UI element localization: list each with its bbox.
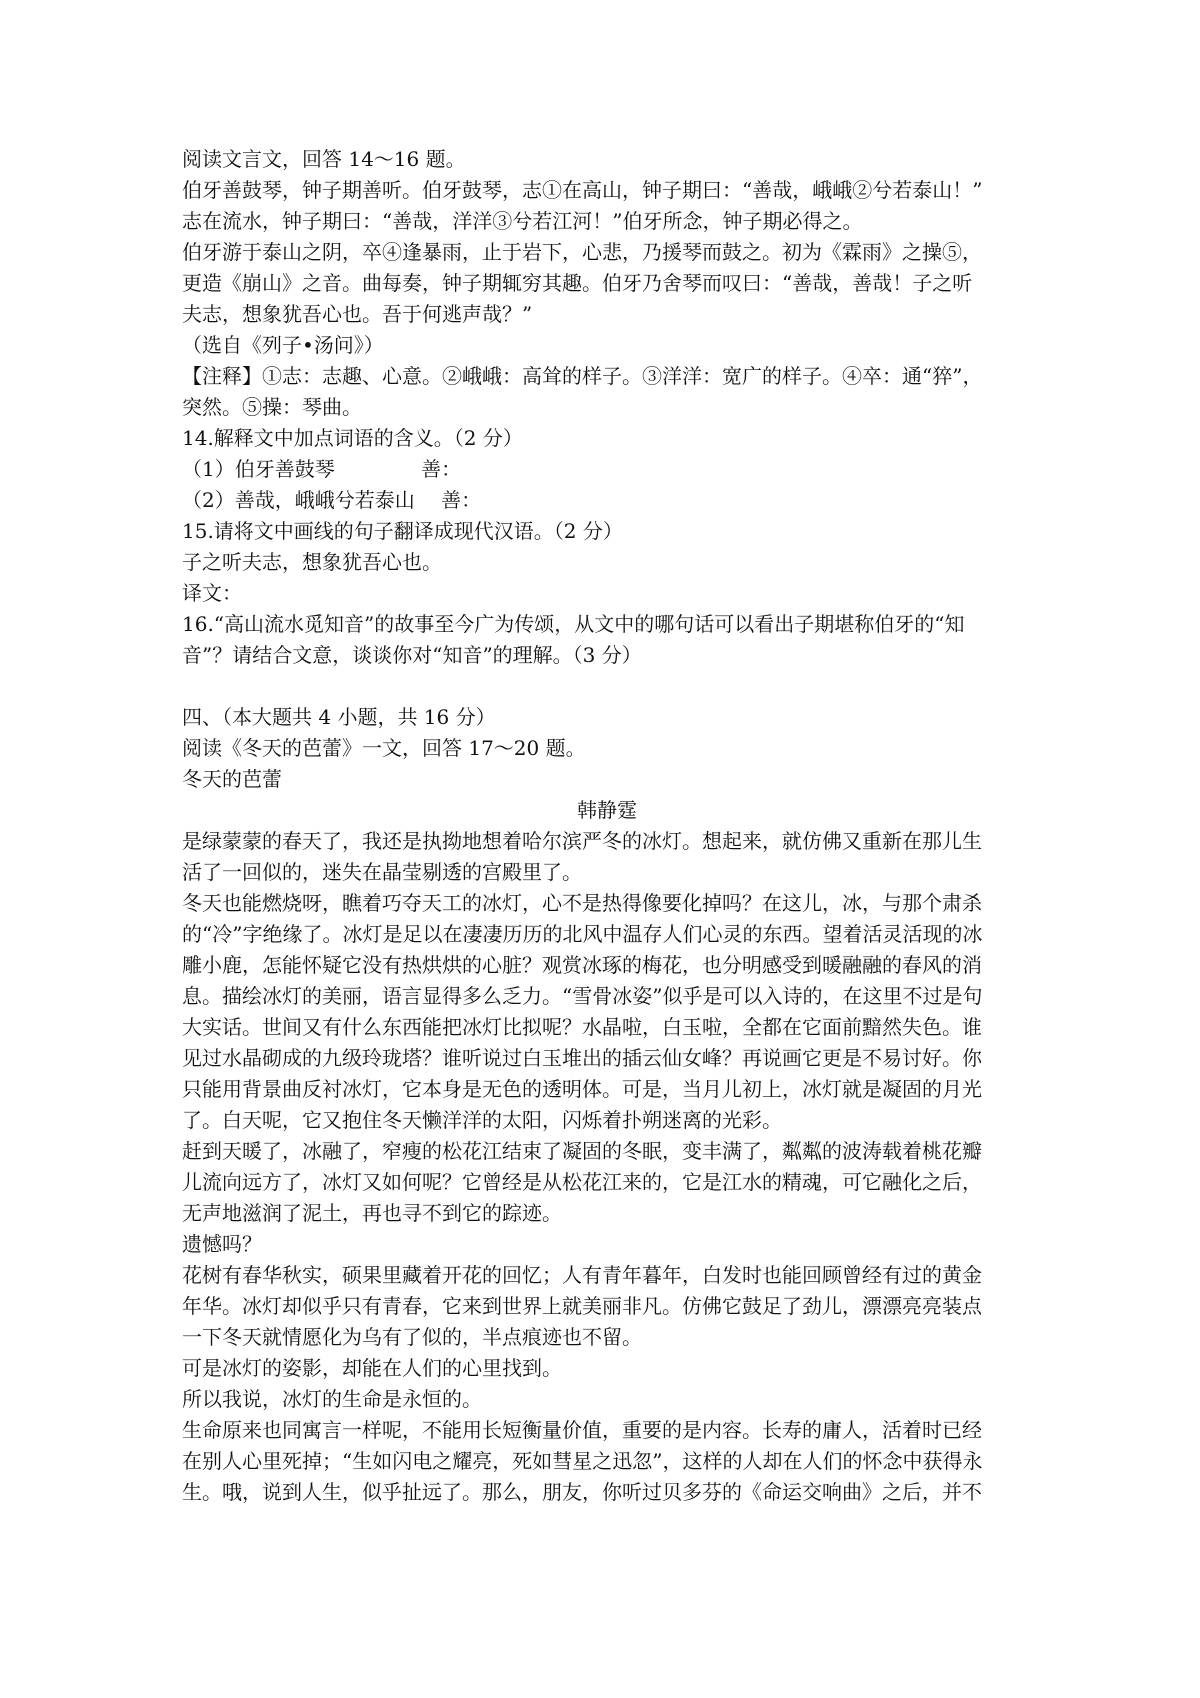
question-15: 15.请将文中画线的句子翻译成现代汉语。（2 分） — [182, 519, 623, 543]
article-line: 无声地滋润了泥土，再也寻不到它的踪迹。 — [182, 1201, 562, 1225]
article-line: 是绿蒙蒙的春天了，我还是执拗地想着哈尔滨严冬的冰灯。想起来，就仿佛又重新在那儿生 — [182, 829, 982, 853]
article-line: 只能用背景曲反衬冰灯，它本身是无色的透明体。可是，当月儿初上，冰灯就是凝固的月光 — [182, 1077, 982, 1101]
article-line: 可是冰灯的姿影，却能在人们的心里找到。 — [182, 1356, 562, 1380]
annotation-line: 突然。⑤操：琴曲。 — [182, 395, 362, 419]
article-line: 见过水晶砌成的九级玲珑塔？谁听说过白玉堆出的插云仙女峰？再说画它更是不易讨好。你 — [182, 1046, 982, 1070]
article-line: 活了一回似的，迷失在晶莹剔透的宫殿里了。 — [182, 860, 582, 884]
passage-line: 夫志，想象犹吾心也。吾于何逃声哉？” — [182, 302, 533, 326]
article-author: 韩静霆 — [577, 798, 637, 822]
article-line: 的“冷”字绝缘了。冰灯是足以在凄凄历历的北风中温存人们心灵的东西。望着活灵活现的冰 — [182, 922, 983, 946]
question-14-item-2: （2）善哉，峨峨兮若泰山 善： — [182, 488, 482, 512]
passage-source: （选自《列子•汤问》） — [182, 333, 384, 357]
annotation-line: 【注释】①志：志趣、心意。②峨峨：高耸的样子。③洋洋：宽广的样子。④卒：通“猝”， — [182, 364, 983, 388]
question-15-sentence: 子之听夫志，想象犹吾心也。 — [182, 550, 442, 574]
article-line: 儿流向远方了，冰灯又如何呢？它曾经是从松花江来的，它是江水的精魂，可它融化之后， — [182, 1170, 982, 1194]
article-line: 雕小鹿，怎能怀疑它没有热烘烘的心脏？观赏冰琢的梅花，也分明感受到暖融融的春风的消 — [182, 953, 982, 977]
passage-line: 更造《崩山》之音。曲每奏，钟子期辄穷其趣。伯牙乃舍琴而叹曰：“善哉，善哉！子之听 — [182, 271, 973, 295]
section-heading: 四、（本大题共 4 小题，共 16 分） — [182, 705, 496, 729]
document-page — [182, 144, 1032, 1508]
article-line: 大实话。世间又有什么东西能把冰灯比拟呢？水晶啦，白玉啦，全都在它面前黯然失色。谁 — [182, 1015, 982, 1039]
passage-line: 伯牙善鼓琴，钟子期善听。伯牙鼓琴，志①在高山，钟子期曰：“善哉，峨峨②兮若泰山！” — [182, 178, 983, 202]
article-line: 息。描绘冰灯的美丽，语言显得多么乏力。“雪骨冰姿”似乎是可以入诗的，在这里不过是句 — [182, 984, 983, 1008]
question-14: 14.解释文中加点词语的含义。（2 分） — [182, 426, 523, 450]
question-16: 音”？请结合文意，谈谈你对“知音”的理解。（3 分） — [182, 643, 642, 667]
article-line: 赶到天暖了，冰融了，窄瘦的松花江结束了凝固的冬眠，变丰满了，粼粼的波涛载着桃花瓣 — [182, 1139, 982, 1163]
article-line: 生命原来也同寓言一样呢，不能用长短衡量价值，重要的是内容。长寿的庸人，活着时已经 — [182, 1418, 982, 1442]
article-line: 生。哦，说到人生，似乎扯远了。那么，朋友，你听过贝多芬的《命运交响曲》之后，并不 — [182, 1480, 982, 1504]
article-title: 冬天的芭蕾 — [182, 767, 282, 791]
question-16: 16.“高山流水觅知音”的故事至今广为传颂，从文中的哪句话可以看出子期堪称伯牙的“知 — [182, 612, 965, 636]
question-14-item-1: （1）伯牙善鼓琴 善： — [182, 457, 462, 481]
article-line: 冬天也能燃烧呀，瞧着巧夺天工的冰灯，心不是热得像要化掉吗？在这儿，冰，与那个肃杀 — [182, 891, 982, 915]
passage-intro: 阅读文言文，回答 14～16 题。 — [182, 147, 466, 171]
passage-line: 志在流水，钟子期曰：“善哉，洋洋③兮若江河！”伯牙所念，钟子期必得之。 — [182, 209, 863, 233]
article-line: 所以我说，冰灯的生命是永恒的。 — [182, 1387, 482, 1411]
article-line: 遗憾吗？ — [182, 1232, 262, 1256]
passage-line: 伯牙游于泰山之阴，卒④逢暴雨，止于岩下，心悲，乃援琴而鼓之。初为《霖雨》之操⑤， — [182, 240, 982, 264]
spacer — [182, 671, 1032, 702]
article-line: 了。白天呢，它又抱住冬天懒洋洋的太阳，闪烁着扑朔迷离的光彩。 — [182, 1108, 782, 1132]
question-15-answer-label: 译文： — [182, 581, 242, 605]
article-line: 一下冬天就情愿化为乌有了似的，半点痕迹也不留。 — [182, 1325, 642, 1349]
article-line: 花树有春华秋实，硕果里藏着开花的回忆；人有青年暮年，白发时也能回顾曾经有过的黄金 — [182, 1263, 982, 1287]
article-line: 在别人心里死掉；“生如闪电之耀亮，死如彗星之迅忽”，这样的人却在人们的怀念中获得永 — [182, 1449, 983, 1473]
section-intro: 阅读《冬天的芭蕾》一文，回答 17～20 题。 — [182, 736, 586, 760]
article-line: 年华。冰灯却似乎只有青春，它来到世界上就美丽非凡。仿佛它鼓足了劲儿，漂漂亮亮装点 — [182, 1294, 982, 1318]
